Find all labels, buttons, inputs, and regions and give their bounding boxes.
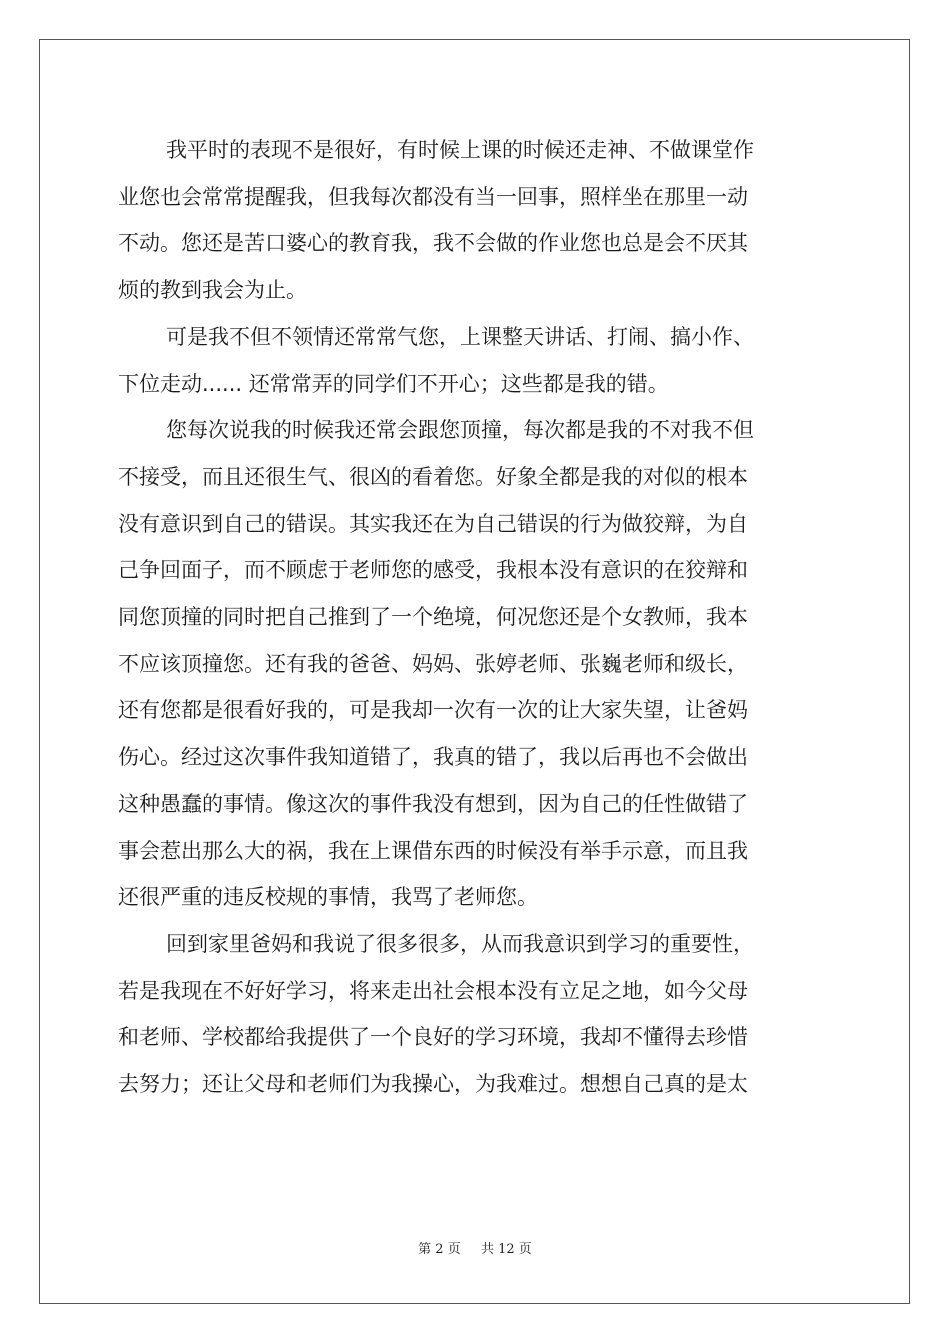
paragraph-2: [118, 314, 838, 407]
text-line: 可是我不但不领情还常常气您，上课整天讲话、打闹、搞小作、: [166, 324, 754, 349]
document-body: [118, 127, 838, 1108]
paragraph-1: [118, 127, 838, 314]
text-line: 您每次说我的时候我还常会跟您顶撞，每次都是我的不对我不但: [166, 418, 754, 443]
text-line: 下位走动...... 还常常弄的同学们不开心；这些都是我的错。: [118, 371, 669, 396]
text-line: 伤心。经过这次事件我知道错了，我真的错了，我以后再也不会做出: [118, 745, 748, 770]
page-total: 共 12 页: [481, 1242, 532, 1257]
paragraph-4: [118, 921, 838, 1108]
paragraph-3: [118, 407, 838, 921]
text-line: 还很严重的违反校规的事情，我骂了老师您。: [118, 885, 538, 910]
page-number: 第 2 页: [418, 1242, 461, 1257]
text-line: 不接受，而且还很生气、很凶的看着您。好象全都是我的对似的根本: [118, 464, 748, 489]
text-line: 这种愚蠢的事情。像这次的事件我没有想到，因为自己的任性做错了: [118, 791, 748, 816]
text-line: 业您也会常常提醒我，但我每次都没有当一回事，照样坐在那里一动: [118, 184, 748, 209]
text-line: 事会惹出那么大的祸，我在上课借东西的时候没有举手示意，而且我: [118, 838, 748, 863]
page-footer: [0, 1238, 950, 1257]
text-line: 我平时的表现不是很好，有时候上课的时候还走神、不做课堂作: [166, 138, 754, 162]
text-line: 不应该顶撞您。还有我的爸爸、妈妈、张婷老师、张巍老师和级长，: [118, 651, 748, 676]
text-line: 没有意识到自己的错误。其实我还在为自己错误的行为做狡辩，为自: [118, 511, 748, 536]
text-line: 和老师、学校都给我提供了一个良好的学习环境，我却不懂得去珍惜: [118, 1025, 748, 1050]
text-line: 己争回面子，而不顾虑于老师您的感受，我根本没有意识的在狡辩和: [118, 558, 748, 583]
text-line: 不动。您还是苦口婆心的教育我，我不会做的作业您也总是会不厌其: [118, 231, 748, 256]
text-line: 回到家里爸妈和我说了很多很多，从而我意识到学习的重要性，: [166, 931, 754, 956]
text-line: 若是我现在不好好学习，将来走出社会根本没有立足之地，如今父母: [118, 978, 748, 1003]
text-line: 去努力；还让父母和老师们为我操心，为我难过。想想自己真的是太: [118, 1072, 748, 1097]
text-line: 烦的教到我会为止。: [118, 278, 307, 303]
text-line: 同您顶撞的同时把自己推到了一个绝境，何况您还是个女教师，我本: [118, 605, 748, 630]
text-line: 还有您都是很看好我的，可是我却一次有一次的让大家失望，让爸妈: [118, 698, 748, 723]
